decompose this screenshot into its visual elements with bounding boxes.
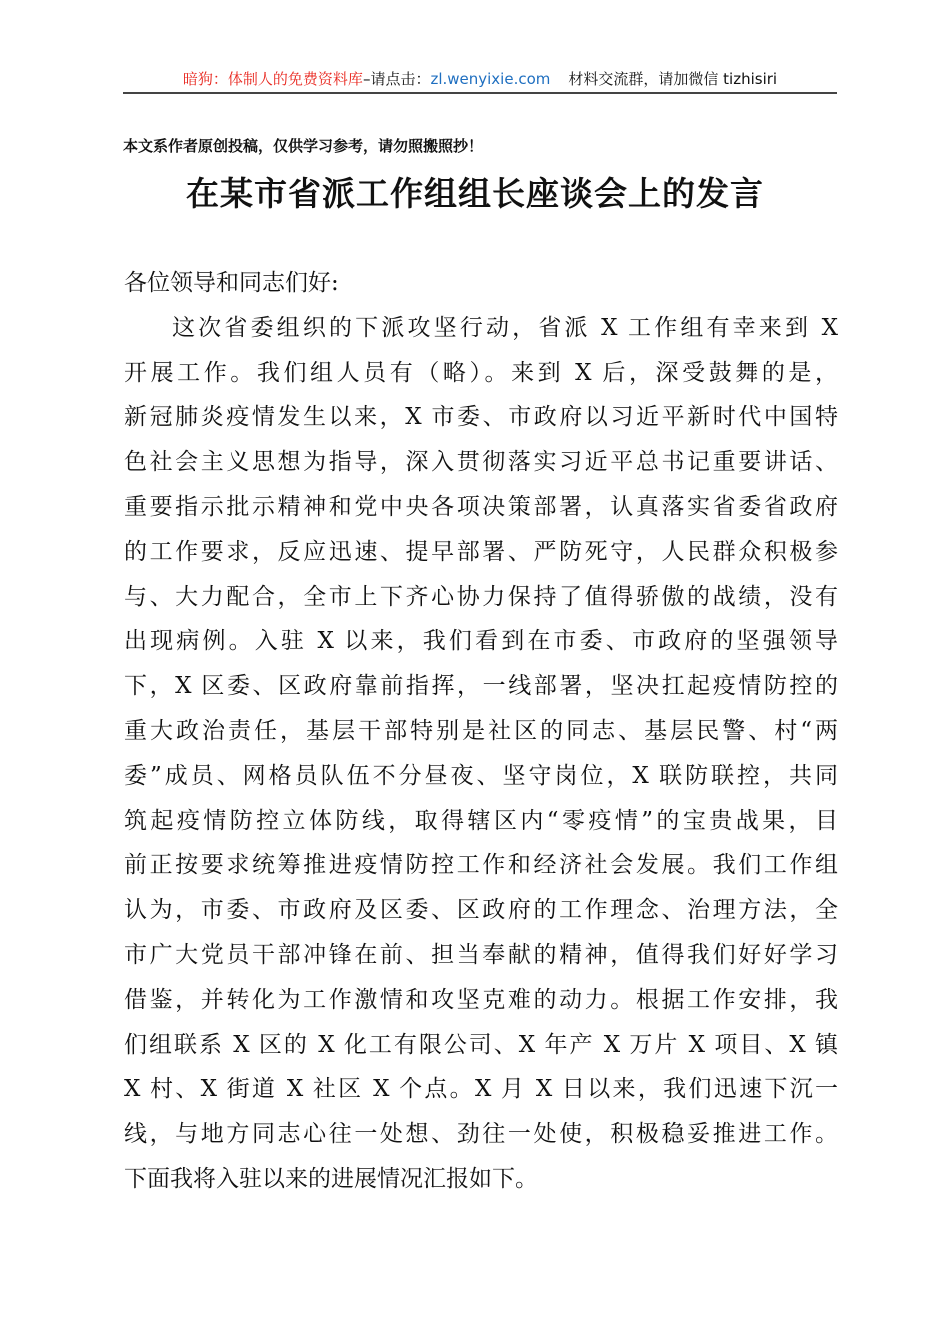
paragraph-line: 新冠肺炎疫情发生以来，X 市委、市政府以习近平新时代中国特 (124, 404, 838, 431)
paragraph-line: 重大政治责任，基层干部特别是社区的同志、基层民警、村“两 (124, 717, 838, 744)
paragraph-line: 前正按要求统筹推进疫情防控工作和经济社会发展。我们工作组 (124, 852, 838, 879)
paragraph-line: 重要指示批示精神和党中央各项决策部署，认真落实省委省政府 (124, 493, 838, 520)
paragraph-line: 市广大党员干部冲锋在前、担当奉献的精神，值得我们好好学习 (124, 941, 838, 968)
document-title: 在某市省派工作组组长座谈会上的发言 (186, 174, 764, 213)
document-body (124, 265, 838, 1206)
page-header (123, 68, 837, 94)
greeting: 各位领导和同志们好: (124, 270, 339, 296)
header-brand: 暗狗：体制人的免费资料库 (182, 70, 363, 88)
paragraph-line: X 村、X 街道 X 社区 X 个点。X 月 X 日以来，我们迅速下沉一 (124, 1076, 838, 1103)
paragraph-line: 色社会主义思想为指导，深入贯彻落实习近平总书记重要讲话、 (124, 449, 838, 476)
header-contact: 材料交流群，请加微信 tizhisiri (568, 70, 778, 88)
paragraph-line: 线，与地方同志心往一处想、劲往一处使，积极稳妥推进工作。 (124, 1121, 838, 1148)
paragraph-line: 们组联系 X 区的 X 化工有限公司、X 年产 X 万片 X 项目、X 镇 (124, 1031, 838, 1058)
paragraph-line: 下面我将入驻以来的进展情况汇报如下。 (124, 1165, 538, 1192)
header-link[interactable]: zl.wenyixie.com (430, 70, 551, 88)
paragraph-line: 下，X 区委、区政府靠前指挥，一线部署，坚决扛起疫情防控的 (124, 673, 838, 700)
header-prompt: –请点击： (362, 70, 431, 88)
paragraph-line: 的工作要求，反应迅速、提早部署、严防死守，人民群众积极参 (124, 538, 838, 565)
paragraph-line: 出现病例。入驻 X 以来，我们看到在市委、市政府的坚强领导 (124, 628, 838, 655)
paragraph-line: 这次省委组织的下派攻坚行动，省派 X 工作组有幸来到 X (172, 314, 838, 341)
paragraph-line: 开展工作。我们组人员有（略）。来到 X 后，深受鼓舞的是， (124, 359, 838, 386)
paragraph-line: 借鉴，并转化为工作激情和攻坚克难的动力。根据工作安排，我 (124, 986, 838, 1013)
paragraph-line: 认为，市委、市政府及区委、区政府的工作理念、治理方法，全 (124, 897, 838, 924)
paragraph-line: 筑起疫情防控立体防线，取得辖区内“零疫情”的宝贵战果，目 (124, 807, 838, 834)
paragraph-line: 与、大力配合，全市上下齐心协力保持了值得骄傲的战绩，没有 (124, 583, 838, 610)
copyright-notice: 本文系作者原创投稿，仅供学习参考，请勿照搬照抄！ (123, 137, 484, 155)
paragraph-line: 委”成员、网格员队伍不分昼夜、坚守岗位，X 联防联控，共同 (124, 762, 838, 789)
